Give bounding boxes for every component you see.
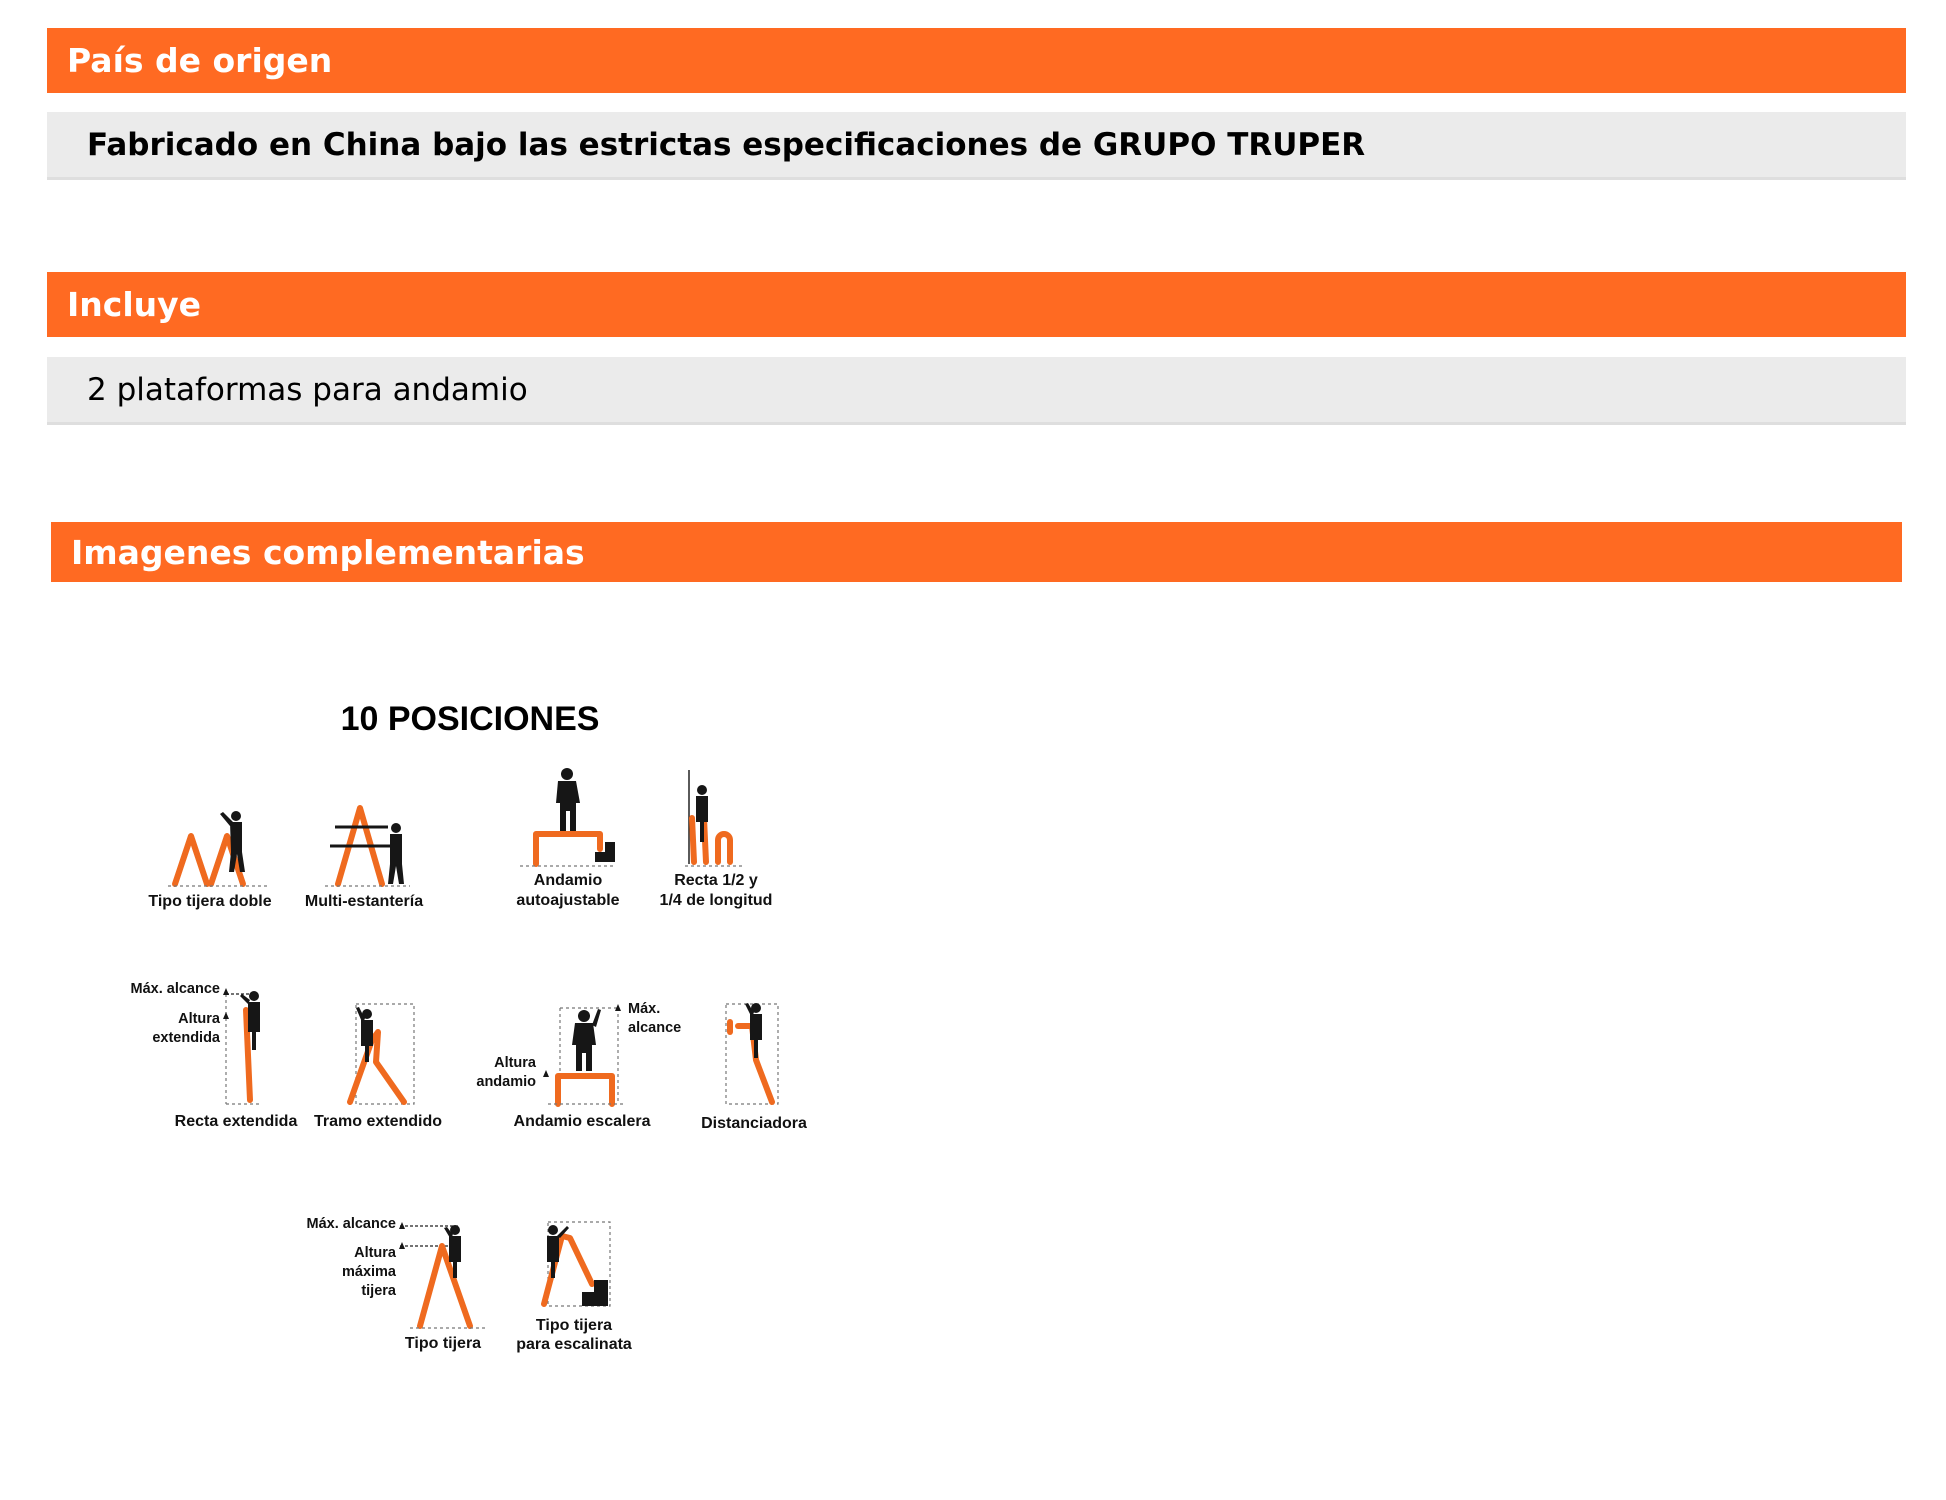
position-label-10a: Tipo tijera xyxy=(535,1317,613,1334)
section-title-origin: País de origen xyxy=(67,41,333,80)
position-label-4a: Recta 1/2 y xyxy=(674,872,758,889)
position-icon-andamio-autoajustable xyxy=(520,768,616,866)
section-title-images: Imagenes complementarias xyxy=(71,532,585,572)
origin-text: Fabricado en China bajo las estrictas especificaciones de GRUPO TRUPER xyxy=(87,126,1366,163)
position-icon-tipo-tijera xyxy=(399,1222,486,1328)
annotation-scaffold-2: andamio xyxy=(476,1074,536,1090)
position-icon-recta-media xyxy=(685,770,742,866)
position-label-10b: para escalinata xyxy=(516,1336,632,1353)
annotation-max-reach-1: Máx. alcance xyxy=(130,981,220,997)
position-label-6: Tramo extendido xyxy=(313,1113,443,1130)
position-label-2: Multi-estantería xyxy=(304,893,424,910)
annotation-height-3: Altura xyxy=(354,1245,396,1261)
figure-title: 10 POSICIONES xyxy=(340,700,600,738)
annotation-scissor-3: tijera xyxy=(361,1283,396,1299)
position-icon-recta-extendida xyxy=(223,988,260,1104)
position-icon-tijera-escalinata xyxy=(544,1222,610,1306)
includes-text: 2 plataformas para andamio xyxy=(87,371,528,408)
annotation-height-1: Altura xyxy=(178,1011,220,1027)
annotation-maximum-3: máxima xyxy=(341,1264,396,1280)
position-label-3b: autoajustable xyxy=(516,892,620,909)
section-title-includes: Incluye xyxy=(67,285,202,324)
position-icon-multi-estanteria xyxy=(325,808,410,886)
annotation-height-2: Altura xyxy=(494,1055,536,1071)
position-label-8: Distanciadora xyxy=(701,1115,807,1132)
position-label-9: Tipo tijera xyxy=(404,1335,482,1352)
position-label-1: Tipo tijera doble xyxy=(148,893,272,910)
annotation-max-reach-2b: alcance xyxy=(628,1020,682,1036)
position-icon-tramo-extendido xyxy=(350,1004,414,1104)
position-icon-andamio-escalera xyxy=(543,1004,626,1104)
annotation-extended-1: extendida xyxy=(152,1030,220,1046)
position-label-4b: 1/4 de longitud xyxy=(659,892,773,909)
annotation-max-reach-3: Máx. alcance xyxy=(306,1216,396,1232)
position-label-7: Andamio escalera xyxy=(513,1113,651,1130)
annotation-max-reach-2a: Máx. xyxy=(628,1001,661,1017)
position-icon-tipo-tijera-doble xyxy=(168,811,268,886)
position-label-3a: Andamio xyxy=(533,872,603,889)
position-label-5: Recta extendida xyxy=(174,1113,298,1130)
position-icon-distanciadora xyxy=(726,1003,778,1104)
